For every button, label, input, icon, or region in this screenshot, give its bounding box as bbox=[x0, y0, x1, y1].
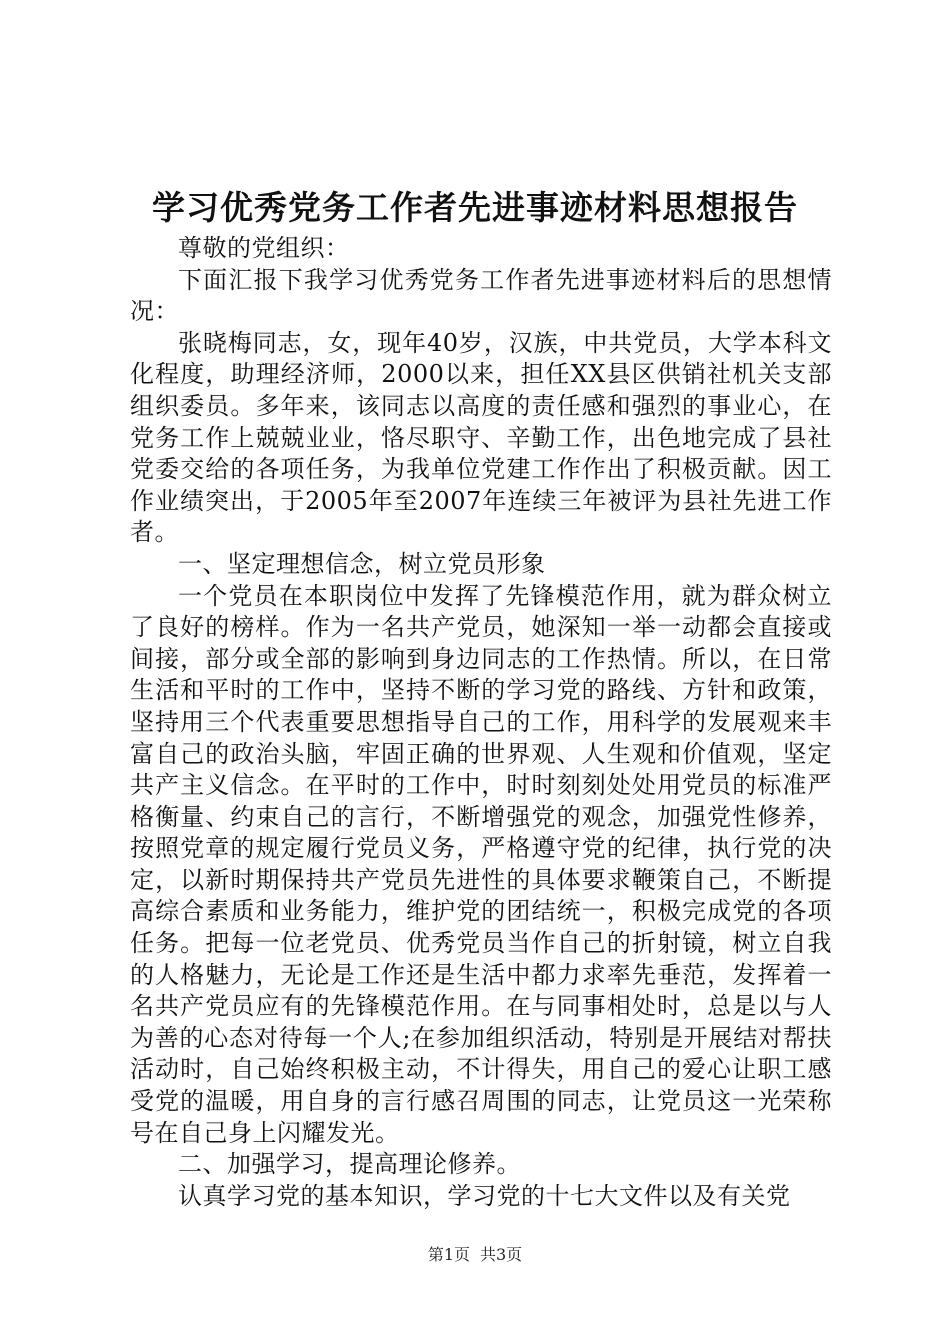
section-1-paragraph: 一个党员在本职岗位中发挥了先锋模范作用，就为群众树立了良好的榜样。作为一名共产党员，她深知一举一动都会直接或间接，部分或全部的影响到身边同志的工作热情。所以，在日常生活和平时的工作中，坚持不断的学习党的路线、方针和政策，坚持用三个代表重要思想指导自己的工作，用科学的发展观来丰富自己的政治头脑，牢固正确的世界观、人生观和价值观，坚定共产主义信念。在平时的工作中，时时刻刻处处用党员的标准严格衡量、约束自己的言行，不断增强党的观念，加强党性修养，按照党章的规定履行党员义务，严格遵守党的纪律，执行党的决定，以新时期保持共产党员先进性的具体要求鞭策自己，不断提高综合素质和业务能力，维护党的团结统一，积极完成党的各项任务。把每一位老党员、优秀党员当作自己的折射镜，树立自我的人格魅力，无论是工作还是生活中都力求率先垂范，发挥着一名共产党员应有的先锋模范作用。在与同事相处时，总是以与人为善的心态对待每一个人;在参加组织活动，特别是开展结对帮扶活动时，自己始终积极主动，不计得失，用自己的爱心让职工感受党的温暖，用自身的言行感召周围的同志，让党员这一光荣称号在自己身上闪耀发光。 bbox=[130, 581, 832, 1147]
section-heading-2: 二、加强学习，提高理论修养。 bbox=[178, 1150, 521, 1179]
document-title: 学习优秀党务工作者先进事迹材料思想报告 bbox=[152, 188, 798, 227]
page-number: 第1页 bbox=[427, 1245, 470, 1264]
profile-paragraph: 张晓梅同志，女，现年40岁，汉族，中共党员，大学本科文化程度，助理经济师，2000以来，担任XX县区供销社机关支部组织委员。多年来，该同志以高度的责任感和强烈的事业心，在党务工作上兢兢业业，恪尽职守、辛勤工作，出色地完成了县社党委交给的各项任务，为我单位党建工作作出了积极贡献。因工作业绩突出，于2005年至2007年连续三年被评为县社先进工作者。 bbox=[130, 328, 832, 547]
page-footer bbox=[0, 1245, 950, 1265]
document-body bbox=[130, 233, 832, 1212]
section-heading-1: 一、坚定理想信念，树立党员形象 bbox=[178, 549, 546, 578]
salutation-paragraph: 尊敬的党组织： bbox=[178, 234, 350, 262]
total-pages: 共3页 bbox=[480, 1245, 523, 1264]
section-2-paragraph: 认真学习党的基本知识，学习党的十七大文件以及有关党 bbox=[178, 1181, 791, 1210]
intro-paragraph: 下面汇报下我学习优秀党务工作者先进事迹材料后的思想情况： bbox=[130, 265, 832, 326]
